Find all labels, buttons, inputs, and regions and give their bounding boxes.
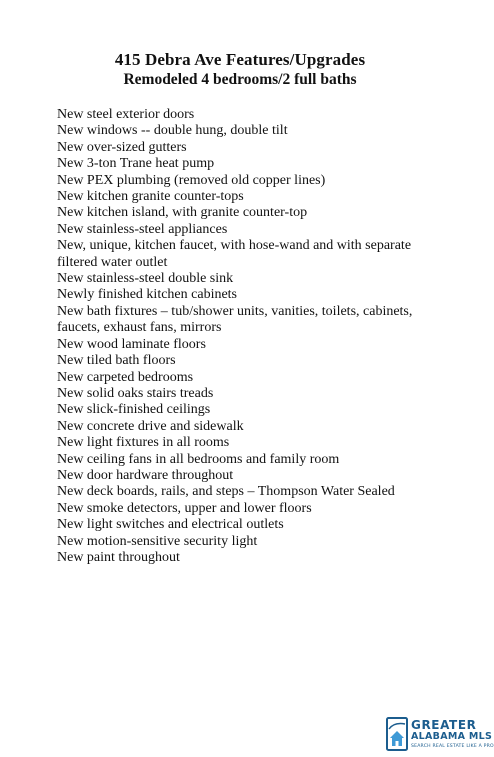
document-subtitle: Remodeled 4 bedrooms/2 full baths xyxy=(123,71,357,88)
watermark-line2: ALABAMA MLS xyxy=(411,731,493,742)
feature-item: New stainless-steel double sink xyxy=(57,271,234,287)
feature-item: New kitchen granite counter-tops xyxy=(57,189,244,205)
feature-item: New solid oaks stairs treads xyxy=(57,385,214,401)
feature-item: New over-sized gutters xyxy=(57,139,187,155)
feature-item: New windows -- double hung, double tilt xyxy=(57,123,288,139)
house-icon xyxy=(386,716,408,752)
feature-item: New carpeted bedrooms xyxy=(57,369,194,385)
feature-item: New bath fixtures – tub/shower units, vanities, toilets, cabinets, faucets, exhaust fans, mirrors xyxy=(57,303,413,336)
feature-item: New wood laminate floors xyxy=(57,336,206,352)
feature-item: New steel exterior doors xyxy=(57,107,195,122)
feature-item: New tiled bath floors xyxy=(57,353,176,369)
feature-item: New stainless-steel appliances xyxy=(57,221,228,237)
feature-item: New ceiling fans in all bedrooms and family room xyxy=(57,451,340,467)
feature-item: New slick-finished ceilings xyxy=(57,402,211,418)
feature-item: New kitchen island, with granite counter-top xyxy=(57,205,308,221)
watermark-line1: GREATER xyxy=(411,718,477,732)
feature-item: New motion-sensitive security light xyxy=(57,533,258,549)
features-list xyxy=(57,107,427,566)
feature-item: Newly finished kitchen cabinets xyxy=(57,287,238,303)
document-title: 415 Debra Ave Features/Upgrades xyxy=(114,50,366,69)
feature-item: New light fixtures in all rooms xyxy=(57,435,230,451)
feature-item: New light switches and electrical outlets xyxy=(57,517,284,533)
feature-item: New, unique, kitchen faucet, with hose-wand and with separate filtered water outlet xyxy=(57,238,412,270)
feature-item: New smoke detectors, upper and lower floors xyxy=(57,500,312,516)
feature-item: New concrete drive and sidewalk xyxy=(57,418,244,434)
feature-item: New paint throughout xyxy=(57,549,180,565)
mls-watermark-logo xyxy=(386,716,494,754)
feature-item: New door hardware throughout xyxy=(57,467,234,483)
watermark-line3: SEARCH REAL ESTATE LIKE A PRO xyxy=(411,744,494,749)
feature-item: New 3-ton Trane heat pump xyxy=(57,156,215,172)
feature-item: New PEX plumbing (removed old copper lines) xyxy=(57,172,326,188)
feature-item: New deck boards, rails, and steps – Thompson Water Sealed xyxy=(57,484,395,500)
